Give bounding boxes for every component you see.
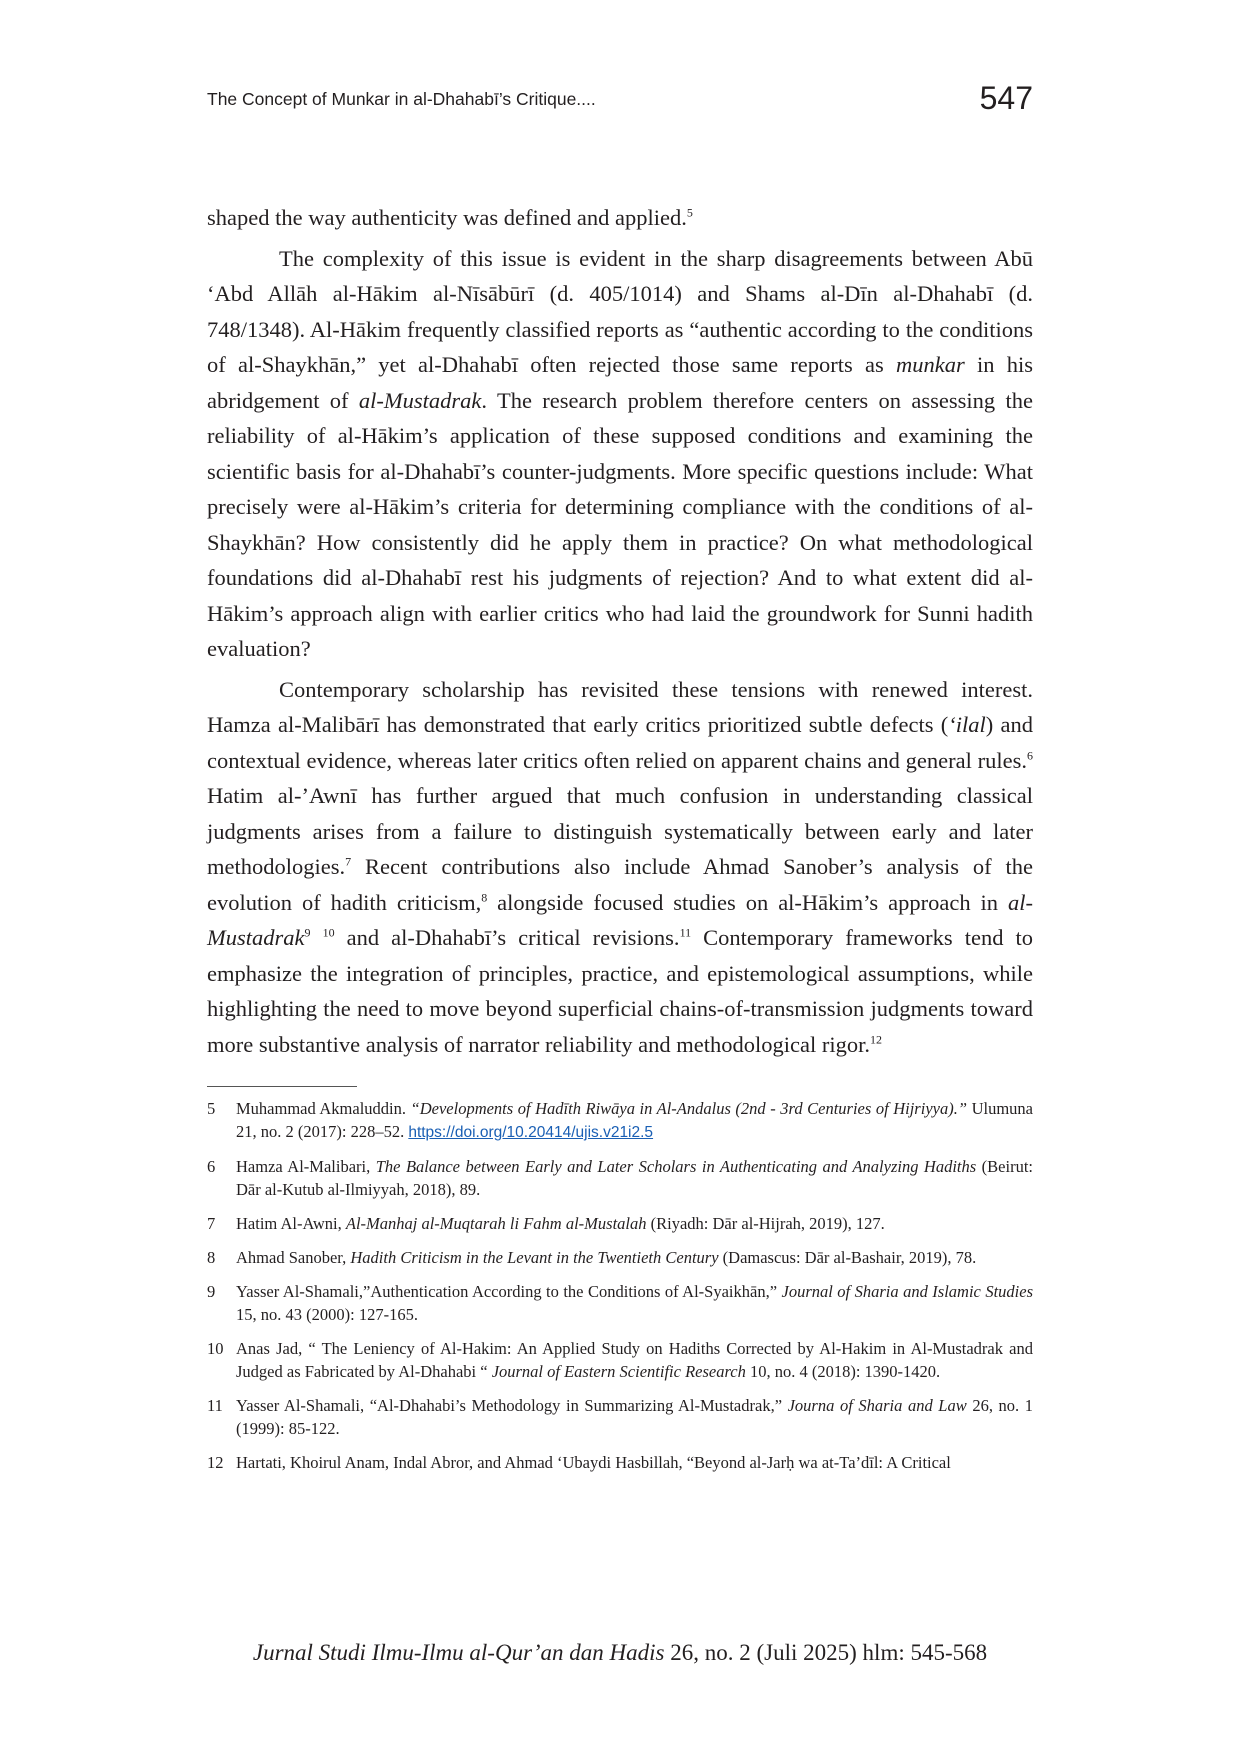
text-italic: Journa of Sharia and Law xyxy=(787,1396,967,1415)
footnote-8 xyxy=(207,1246,1033,1269)
text: Hatim Al-Awni, xyxy=(236,1214,346,1233)
text: and al-Dhahabī’s critical revisions. xyxy=(334,925,680,950)
footnote-ref[interactable]: 10 xyxy=(322,925,335,940)
text: Anas Jad, “ The Leniency of Al-Hakim: An Applied Study on Hadiths Corrected by Al-Hakim in Al-Mustadrak and Judged as Fabricated by Al-Dhahabi “ xyxy=(236,1339,1033,1381)
text: alongside focused studies on al-Hākim’s approach in xyxy=(487,889,1008,915)
footnote-11 xyxy=(207,1394,1033,1440)
footnote-5 xyxy=(207,1097,1033,1144)
text: Recent contributions also include Ahmad Sanober’s analysis of the evolution of hadith criticism, xyxy=(207,854,1033,915)
footnote-number: 6 xyxy=(207,1157,216,1176)
text: 15, no. 43 (2000): 127-165. xyxy=(236,1305,418,1324)
text: Yasser Al-Shamali, “Al-Dhahabi’s Methodology in Summarizing Al-Mustadrak,” xyxy=(236,1396,788,1415)
text: 26, no. 1 (1999): 85-122. xyxy=(236,1396,1033,1438)
text-italic: ‘ilal xyxy=(948,712,986,737)
footnote-text xyxy=(236,1451,1033,1474)
text: (Beirut: Dār al-Kutub al-Ilmiyyah, 2018), 89. xyxy=(236,1157,1034,1199)
text-italic: The Balance between Early and Later Scholars in Authenticating and Analyzing Hadiths xyxy=(375,1157,977,1176)
text-italic: “Developments of Hadīth Riwāya in Al-Andalus (2nd - 3rd Centuries of Hijriyya).” xyxy=(410,1099,968,1118)
text-italic: munkar xyxy=(896,352,965,377)
text: in his abridgement of xyxy=(207,352,1033,413)
footnote-number: 11 xyxy=(207,1396,223,1415)
page-number: 547 xyxy=(979,80,1033,116)
text: The complexity of this issue is evident in the sharp disagreements between Abū ‘Abd Allāh al-Hākim al-Nīsābūrī (d. 405/1014) and Shams al-Dīn al-Dhahabī (d. 748/1348). Al-Hākim frequently classified reports as “authentic according to the conditions of al-Shaykhān,” yet al-Dhahabī often rejected those same reports as xyxy=(207,245,1033,377)
footnote-divider xyxy=(207,1086,357,1087)
text: Hartati, Khoirul Anam, Indal Abror, and Ahmad ‘Ubaydi Hasbillah, “Beyond al-Jarḥ wa at-Ta’dīl: A Critical xyxy=(236,1453,951,1472)
footnote-text xyxy=(236,1246,1033,1269)
text: 10, no. 4 (2018): 1390-1420. xyxy=(745,1362,941,1381)
paragraph-3 xyxy=(207,672,1033,1063)
footnote-text xyxy=(236,1097,1033,1144)
text: (Damascus: Dār al-Bashair, 2019), 78. xyxy=(718,1248,977,1267)
running-header-title: The Concept of Munkar in al-Dhahabī’s Critique.... xyxy=(207,89,596,109)
footnote-number: 9 xyxy=(207,1282,216,1301)
text: shaped the way authenticity was defined and applied. xyxy=(207,205,687,230)
text: . The research problem therefore centers on assessing the reliability of al-Hākim’s application of these supposed conditions and examining the scientific basis for al-Dhahabī’s counter-judgments. More specific questions include: What precisely were al-Hākim’s criteria for determining compliance with the conditions of al-Shaykhān? How consistently did he apply them in practice? On what methodological foundations did al-Dhahabī rest his judgments of rejection? And to what extent did al-Hākim’s approach align with earlier critics who had laid the groundwork for Sunni hadith evaluation? xyxy=(207,387,1033,661)
journal-footer xyxy=(0,1640,1240,1666)
footnote-ref[interactable]: 8 xyxy=(481,890,488,904)
footnote-ref[interactable]: 12 xyxy=(869,1032,882,1046)
footnote-number: 7 xyxy=(207,1214,216,1233)
footnote-10 xyxy=(207,1337,1033,1383)
footnote-number: 5 xyxy=(207,1099,216,1118)
text-italic: al-Mustadrak xyxy=(207,889,1033,950)
footnote-12 xyxy=(207,1451,1033,1474)
text: Yasser Al-Shamali,”Authentication According to the Conditions of Al-Syaikhān,” xyxy=(236,1282,782,1301)
footnote-text xyxy=(236,1212,1033,1235)
text-italic: al-Mustadrak xyxy=(358,387,482,413)
text: ) and contextual evidence, whereas later critics often relied on apparent chains and general rules. xyxy=(207,712,1033,773)
text-italic: Al-Manhaj al-Muqtarah li Fahm al-Mustalah xyxy=(345,1214,647,1233)
footnote-ref[interactable]: 9 xyxy=(304,925,311,940)
text: Muhammad Akmaluddin. xyxy=(236,1099,411,1118)
footnote-ref[interactable]: 11 xyxy=(679,925,692,940)
text: Hamza Al-Malibari, xyxy=(236,1157,376,1176)
text: Ahmad Sanober, xyxy=(236,1248,351,1267)
footnote-ref[interactable]: 5 xyxy=(686,205,693,220)
journal-issue: 26, no. 2 (Juli 2025) hlm: 545-568 xyxy=(664,1640,988,1665)
text: Contemporary frameworks tend to emphasize the integration of principles, practice, and epistemological assumptions, while highlighting the need to move beyond superficial chains-of-transmission judgments toward more substantive analysis of narrator reliability and methodological rigor. xyxy=(207,925,1034,1057)
footnote-number: 10 xyxy=(207,1339,224,1358)
text-italic: Journal of Eastern Scientific Research xyxy=(491,1362,746,1381)
footnote-9 xyxy=(207,1280,1033,1326)
footnote-text xyxy=(236,1337,1033,1383)
footnotes xyxy=(207,1097,1033,1485)
text: Contemporary scholarship has revisited these tensions with renewed interest. Hamza al-Malibārī has demonstrated that early critics prioritized subtle defects ( xyxy=(207,676,1033,737)
journal-name: Jurnal Studi Ilmu-Ilmu al-Qur’an dan Hadis xyxy=(252,1640,665,1665)
footnote-7 xyxy=(207,1212,1033,1235)
text: Ulumuna 21, no. 2 (2017): 228–52. xyxy=(236,1099,1033,1141)
doi-link[interactable]: https://doi.org/10.20414/ujis.v21i2.5 xyxy=(408,1124,654,1141)
footnote-number: 12 xyxy=(207,1453,224,1472)
footnote-ref[interactable]: 6 xyxy=(1027,748,1033,762)
text: (Riyadh: Dār al-Hijrah, 2019), 127. xyxy=(646,1214,885,1233)
text-italic: Journal of Sharia and Islamic Studies xyxy=(781,1282,1033,1301)
text: Hatim al-’Awnī has further argued that much confusion in understanding classical judgments arises from a failure to distinguish systematically between early and later methodologies. xyxy=(207,783,1033,879)
text xyxy=(311,925,323,950)
paragraph-1 xyxy=(207,200,1033,236)
footnote-text xyxy=(236,1155,1033,1201)
text-italic: Hadith Criticism in the Levant in the Twentieth Century xyxy=(350,1248,719,1267)
footnote-ref[interactable]: 7 xyxy=(345,854,352,869)
body-text xyxy=(207,200,1033,1067)
footnote-number: 8 xyxy=(207,1248,216,1267)
footnote-6 xyxy=(207,1155,1033,1201)
footnote-text xyxy=(236,1394,1033,1440)
footnote-text xyxy=(236,1280,1033,1326)
paragraph-2 xyxy=(207,241,1033,667)
